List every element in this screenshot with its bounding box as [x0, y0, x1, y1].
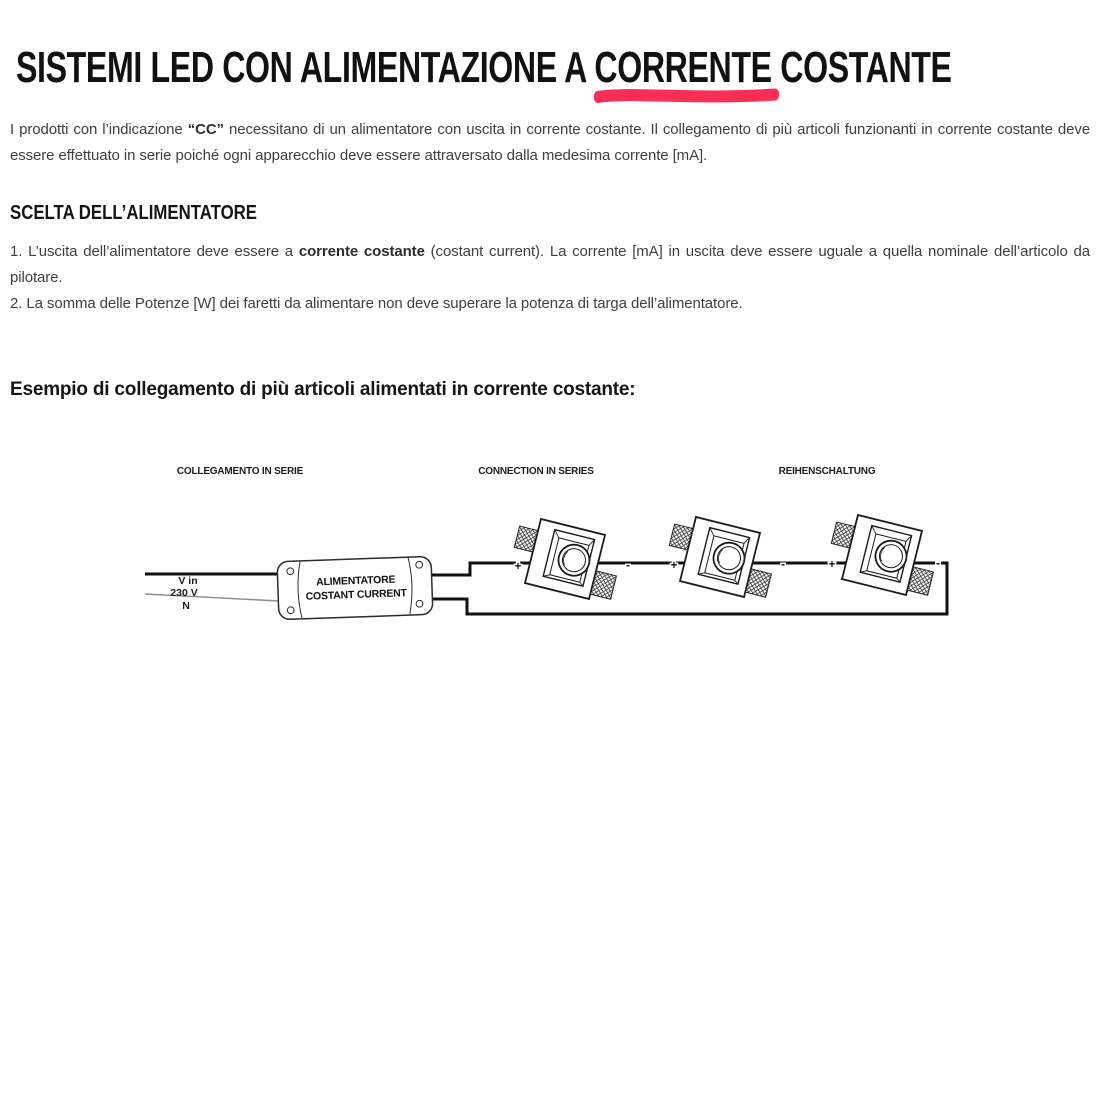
intro-paragraph [10, 117, 1090, 169]
polarity-minus-2: - [781, 559, 785, 571]
item1-text-1: 1. L’uscita dell’alimentatore deve essere a [10, 243, 299, 260]
intro-bold-cc: “CC” [187, 121, 224, 138]
input-label-vin: V in [178, 575, 198, 587]
driver-screw-icon [416, 600, 423, 607]
polarity-plus-2: + [670, 560, 678, 572]
driver-screw-icon [287, 568, 294, 575]
page-title [16, 43, 952, 92]
wiring-diagram-svg [130, 445, 970, 637]
item1-text-2: (costant current). La corrente [mA] in uscita deve essere uguale a quella nominale dell’articolo da pilotare. [10, 243, 1091, 286]
polarity-minus-3: - [936, 558, 940, 570]
polarity-plus-1: + [514, 561, 522, 573]
polarity-plus-3: + [828, 559, 836, 571]
wiring-diagram [130, 445, 1090, 642]
input-label-230v: 230 V [170, 587, 198, 599]
example-heading: Esempio di collegamento di più articoli alimentati in corrente costante: [10, 379, 636, 400]
driver-screw-icon [287, 607, 294, 614]
section-heading: SCELTA DELL’ALIMENTATORE [10, 202, 258, 224]
driver-screw-icon [416, 561, 423, 568]
diagram-label-italian: COLLEGAMENTO IN SERIE [176, 466, 304, 477]
selection-rules-list [10, 239, 1090, 317]
diagram-label-english: CONNECTION IN SERIES [478, 466, 594, 477]
title-highlighted-word [594, 43, 772, 92]
list-item-1 [10, 239, 1090, 291]
spotlight-fixture-1 [507, 514, 626, 604]
title-prefix: SISTEMI LED CON ALIMENTAZIONE A [16, 43, 595, 92]
intro-text-2: necessitano di un alimentatore con uscita in corrente costante. Il collegamento di più articoli funzionanti in corrente costante deve essere effettuato in serie poiché ogni apparecchio deve essere attraversato dalla medesima corrente [mA]. [10, 121, 1090, 164]
red-marker-underline [591, 88, 781, 104]
spotlight-fixture-3 [824, 510, 943, 600]
title-highlight-text: CORRENTE [594, 43, 772, 92]
input-label-n: N [182, 600, 190, 612]
intro-text-1: I prodotti con l’indicazione [10, 121, 188, 138]
polarity-minus-1: - [626, 560, 630, 572]
mains-input-wires [145, 574, 279, 601]
title-suffix: COSTANTE [771, 43, 952, 92]
driver-label-line2: COSTANT CURRENT [305, 587, 407, 603]
item1-bold: corrente costante [298, 243, 425, 260]
spotlight-fixture-2 [662, 512, 781, 602]
driver-box [277, 556, 433, 619]
driver-label-line1: ALIMENTATORE [315, 573, 396, 589]
list-item-2: 2. La somma delle Potenze [W] dei faretti da alimentare non deve superare la potenza di targa dell’alimentatore. [10, 295, 743, 312]
diagram-label-german: REIHENSCHALTUNG [778, 466, 876, 477]
